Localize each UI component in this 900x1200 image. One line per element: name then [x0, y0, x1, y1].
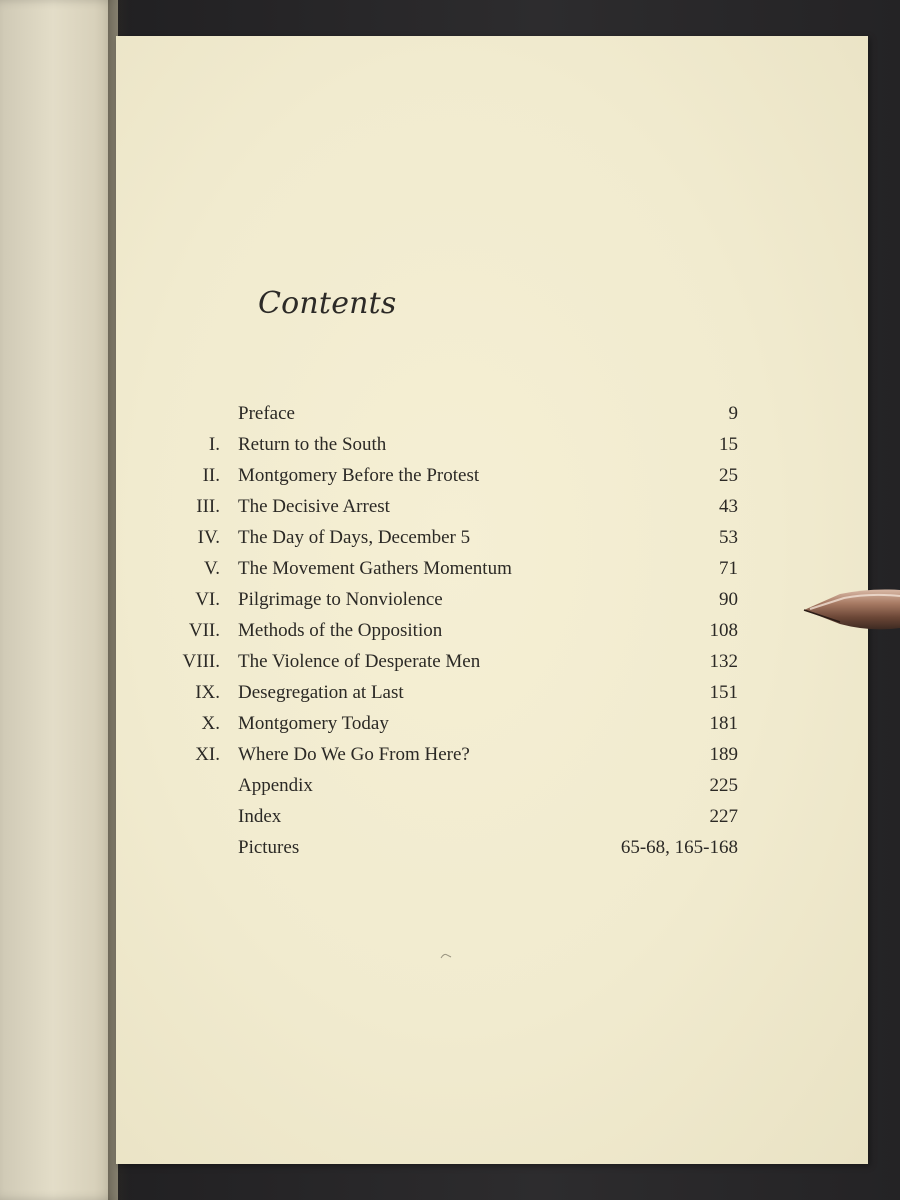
- toc-entry-chapter-3: [156, 491, 738, 522]
- chapter-number: IV.: [197, 527, 220, 548]
- page-number: 189: [709, 744, 738, 765]
- chapter-number: VIII.: [182, 651, 220, 672]
- toc-entry-chapter-1: [156, 429, 738, 460]
- page-number: 108: [709, 620, 738, 641]
- chapter-title: Index: [238, 806, 282, 827]
- chapter-title: The Decisive Arrest: [238, 496, 390, 517]
- toc-entry-chapter-5: [156, 553, 738, 584]
- page-number: 25: [719, 465, 738, 486]
- page-number: 90: [719, 589, 738, 610]
- page-number: 53: [719, 527, 738, 548]
- chapter-title: The Day of Days, December 5: [238, 527, 471, 548]
- chapter-title: Desegregation at Last: [238, 682, 404, 703]
- page-number: 225: [709, 775, 738, 796]
- chapter-number: V.: [203, 558, 220, 579]
- left-flyleaf: [0, 0, 118, 1200]
- chapter-number: IX.: [195, 682, 220, 703]
- toc-entry-chapter-9: [156, 677, 738, 708]
- toc-entry-chapter-2: [156, 460, 738, 491]
- toc-entry-chapter-6: [156, 584, 738, 615]
- table-of-contents: [156, 398, 738, 863]
- page-number: 71: [719, 558, 738, 579]
- chapter-title: Preface: [238, 403, 295, 424]
- chapter-title: Return to the South: [238, 434, 387, 455]
- toc-entry-chapter-10: [156, 708, 738, 739]
- pen-tip-pointer-icon: [800, 584, 900, 640]
- chapter-number: I.: [208, 434, 220, 455]
- page-number: 15: [719, 434, 738, 455]
- book-page: [116, 36, 868, 1164]
- toc-entry-chapter-11: [156, 739, 738, 770]
- page-number: 65-68, 165-168: [620, 837, 738, 858]
- page-number: 43: [719, 496, 738, 517]
- chapter-title: Pilgrimage to Nonviolence: [238, 589, 443, 610]
- chapter-title: Appendix: [238, 775, 313, 796]
- toc-entry-preface: [156, 398, 738, 429]
- page-number: 151: [709, 682, 738, 703]
- chapter-title: Montgomery Today: [238, 713, 389, 734]
- chapter-number: XI.: [195, 744, 220, 765]
- page-title: Contents: [258, 286, 397, 321]
- chapter-number: VI.: [195, 589, 220, 610]
- chapter-title: Where Do We Go From Here?: [238, 744, 470, 765]
- toc-entry-chapter-4: [156, 522, 738, 553]
- chapter-number: X.: [201, 713, 220, 734]
- chapter-title: The Violence of Desperate Men: [238, 651, 481, 672]
- chapter-title: Montgomery Before the Protest: [238, 465, 480, 486]
- page-number: 132: [709, 651, 738, 672]
- chapter-number: II.: [202, 465, 220, 486]
- chapter-number: VII.: [188, 620, 220, 641]
- page-number: 181: [709, 713, 738, 734]
- toc-entry-appendix: [156, 770, 738, 801]
- pencil-mark: [440, 952, 452, 960]
- toc-entry-chapter-7: [156, 615, 738, 646]
- chapter-title: Pictures: [238, 837, 300, 858]
- chapter-number: III.: [196, 496, 220, 517]
- page-number: 227: [709, 806, 738, 827]
- toc-entry-chapter-8: [156, 646, 738, 677]
- chapter-title: The Movement Gathers Momentum: [238, 558, 512, 579]
- chapter-title: Methods of the Opposition: [238, 620, 443, 641]
- toc-entry-index: [156, 801, 738, 832]
- page-number: 9: [728, 403, 738, 424]
- toc-entry-pictures: [156, 832, 738, 863]
